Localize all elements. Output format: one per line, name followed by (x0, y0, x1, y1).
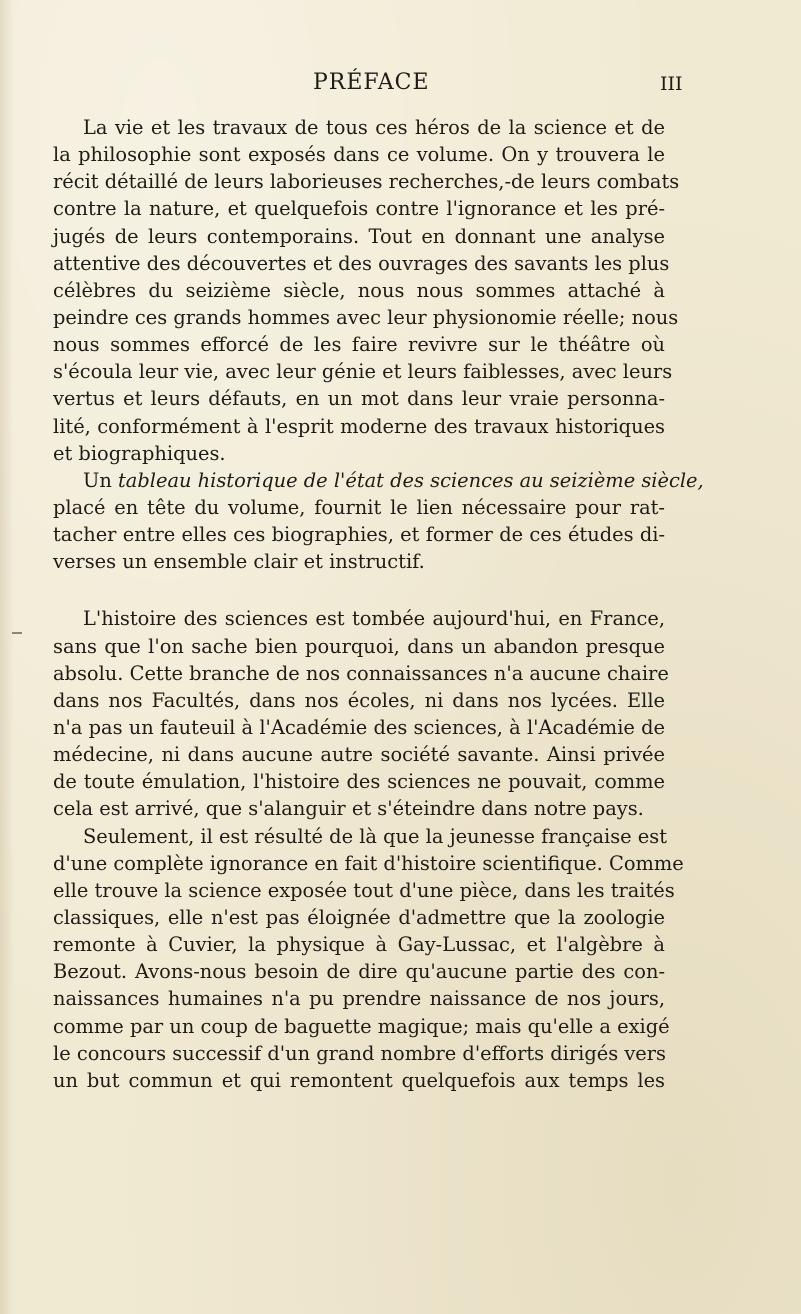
text-line: un but commun et qui remontent quelquefois aux temps les (53, 1068, 665, 1092)
page-header (0, 70, 801, 100)
text-line: comme par un coup de baguette magique; mais qu'elle a exigé (53, 1014, 670, 1038)
body-text (53, 114, 704, 1094)
text-line: L'histoire des sciences est tombée aujourd'hui, en France, (83, 607, 665, 631)
text-line: tacher entre elles ces biographies, et former de ces études di- (53, 523, 665, 547)
text-line: s'écoula leur vie, avec leur génie et leurs faiblesses, avec leurs (53, 360, 673, 384)
paragraph (53, 114, 680, 467)
text-line: naissances humaines n'a pu prendre naissance de nos jours, (53, 987, 665, 1011)
text-line: contre la nature, et quelquefois contre l'ignorance et les pré- (53, 197, 665, 221)
text-line: récit détaillé de leurs laborieuses recherches,-de leurs combats (53, 170, 680, 194)
paragraph (53, 467, 704, 576)
text-line: cela est arrivé, que s'alanguir et s'éteindre dans notre pays. (53, 797, 644, 821)
text-line: et biographiques. (53, 441, 226, 465)
text-line: le concours successif d'un grand nombre d'efforts dirigés vers (53, 1041, 666, 1065)
margin-mark (12, 632, 22, 634)
text-line: Bezout. Avons-nous besoin de dire qu'aucune partie des con- (53, 960, 665, 984)
text-line: célèbres du seizième siècle, nous nous sommes attaché à (53, 278, 665, 302)
text-line: d'une complète ignorance en fait d'histoire scientifique. Comme (53, 851, 684, 875)
text-line: jugés de leurs contemporains. Tout en donnant une analyse (53, 224, 665, 248)
paragraph (53, 823, 684, 1094)
text-line: attentive des découvertes et des ouvrages des savants les plus (53, 251, 670, 275)
text-line: dans nos Facultés, dans nos écoles, ni dans nos lycées. Elle (53, 688, 665, 712)
text-line: Seulement, il est résulté de là que la jeunesse française est (83, 824, 668, 848)
running-title: PRÉFACE (313, 70, 430, 95)
page-number: III (660, 73, 683, 95)
text-line: verses un ensemble clair et instructif. (53, 550, 425, 574)
text-line: absolu. Cette branche de nos connaissances n'a aucune chaire (53, 661, 669, 685)
paragraph (53, 605, 669, 822)
text-line: médecine, ni dans aucune autre société savante. Ainsi privée (53, 743, 665, 767)
text-line: lité, conformément à l'esprit moderne des travaux historiques (53, 414, 665, 438)
text-line: sans que l'on sache bien pourquoi, dans un abandon presque (53, 634, 665, 658)
text-line: La vie et les travaux de tous ces héros de la science et de (83, 116, 665, 139)
text-line: placé en tête du volume, fournit le lien nécessaire pour rat- (53, 495, 665, 519)
text-line: n'a pas un fauteuil à l'Académie des sciences, à l'Académie de (53, 715, 665, 739)
italic-title: tableau historique de l'état des sciences au seizième siècle, (118, 468, 704, 492)
text-line: elle trouve la science exposée tout d'une pièce, dans les traités (53, 878, 675, 902)
text-line: peindre ces grands hommes avec leur physionomie réelle; nous (53, 305, 679, 329)
text-line: classiques, elle n'est pas éloignée d'admettre que la zoologie (53, 905, 665, 929)
text-segment: Un (83, 468, 118, 492)
text-line: la philosophie sont exposés dans ce volume. On y trouvera le (53, 143, 665, 167)
text-line (53, 467, 704, 494)
text-line: nous sommes efforcé de les faire revivre sur le théâtre où (53, 333, 665, 357)
page-edge-shadow (0, 0, 14, 1314)
text-line: vertus et leurs défauts, en un mot dans leur vraie personna- (53, 387, 665, 411)
text-line: de toute émulation, l'histoire des sciences ne pouvait, comme (53, 770, 665, 794)
text-line: remonte à Cuvier, la physique à Gay-Lussac, et l'algèbre à (53, 933, 665, 957)
section-gap (53, 575, 665, 605)
